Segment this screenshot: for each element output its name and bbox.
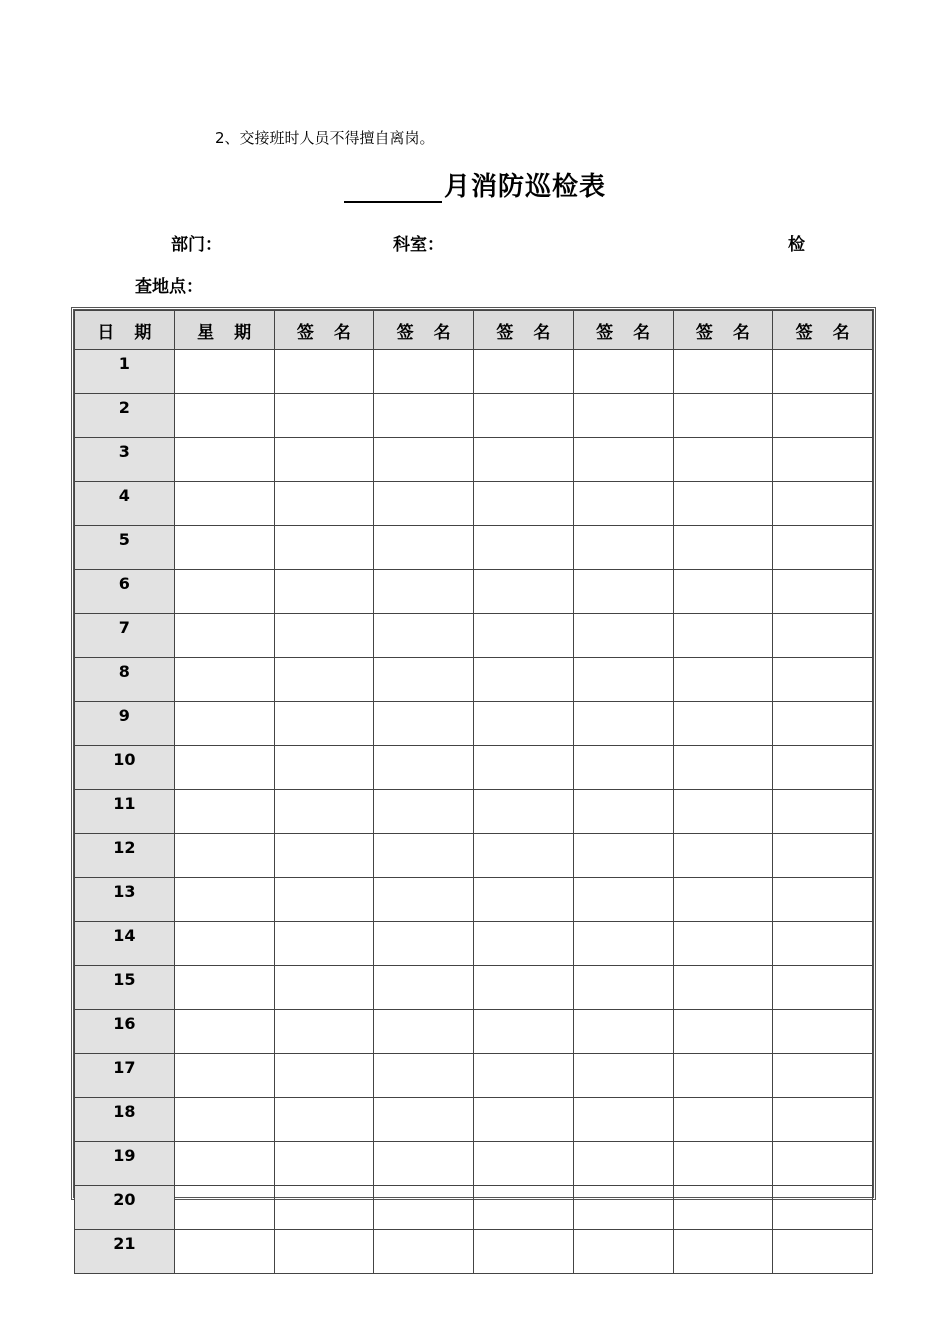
signature-cell[interactable] (374, 878, 474, 922)
table-row (75, 526, 873, 570)
signature-cell[interactable] (773, 1230, 873, 1274)
table-row (75, 394, 873, 438)
signature-cell[interactable] (673, 922, 773, 966)
signature-cell[interactable] (474, 438, 574, 482)
signature-cell[interactable] (773, 482, 873, 526)
table-row (75, 1054, 873, 1098)
signature-cell[interactable] (474, 658, 574, 702)
signature-cell[interactable] (573, 1010, 673, 1054)
signature-cell[interactable] (474, 702, 574, 746)
day-number-cell: 17 (75, 1054, 175, 1098)
day-number-cell: 16 (75, 1010, 175, 1054)
header-signature: 签 名 (274, 311, 374, 350)
signature-cell[interactable] (773, 702, 873, 746)
signature-cell[interactable] (673, 394, 773, 438)
day-number-cell: 2 (75, 394, 175, 438)
signature-cell[interactable] (374, 614, 474, 658)
signature-cell[interactable] (374, 790, 474, 834)
weekday-cell[interactable] (174, 878, 274, 922)
signature-cell[interactable] (773, 1142, 873, 1186)
signature-cell[interactable] (274, 746, 374, 790)
table-row (75, 1098, 873, 1142)
signature-cell[interactable] (374, 570, 474, 614)
signature-cell[interactable] (474, 1054, 574, 1098)
table-row (75, 790, 873, 834)
signature-cell[interactable] (773, 746, 873, 790)
day-number-cell: 20 (75, 1186, 175, 1230)
signature-cell[interactable] (773, 658, 873, 702)
table-row (75, 966, 873, 1010)
day-number-cell: 8 (75, 658, 175, 702)
signature-cell[interactable] (573, 394, 673, 438)
signature-cell[interactable] (274, 1186, 374, 1230)
signature-cell[interactable] (573, 746, 673, 790)
weekday-cell[interactable] (174, 438, 274, 482)
signature-cell[interactable] (673, 1230, 773, 1274)
signature-cell[interactable] (274, 482, 374, 526)
day-number-cell: 14 (75, 922, 175, 966)
inspection-table (74, 310, 873, 1274)
signature-cell[interactable] (773, 394, 873, 438)
signature-cell[interactable] (673, 878, 773, 922)
signature-cell[interactable] (773, 438, 873, 482)
instruction-note: 2、交接班时人员不得擅自离岗。 (215, 129, 435, 147)
signature-cell[interactable] (474, 394, 574, 438)
signature-cell[interactable] (573, 614, 673, 658)
signature-cell[interactable] (573, 658, 673, 702)
table-row (75, 570, 873, 614)
day-number-cell: 12 (75, 834, 175, 878)
weekday-cell[interactable] (174, 526, 274, 570)
signature-cell[interactable] (573, 702, 673, 746)
day-number-cell: 11 (75, 790, 175, 834)
table-row (75, 1142, 873, 1186)
signature-cell[interactable] (374, 1186, 474, 1230)
day-number-cell: 10 (75, 746, 175, 790)
day-number-cell: 3 (75, 438, 175, 482)
signature-cell[interactable] (274, 438, 374, 482)
table-body (75, 350, 873, 1274)
signature-cell[interactable] (673, 1010, 773, 1054)
signature-cell[interactable] (374, 702, 474, 746)
signature-cell[interactable] (773, 966, 873, 1010)
day-number-cell: 9 (75, 702, 175, 746)
table-row (75, 702, 873, 746)
weekday-cell[interactable] (174, 350, 274, 394)
signature-cell[interactable] (274, 658, 374, 702)
header-signature: 签 名 (573, 311, 673, 350)
signature-cell[interactable] (474, 614, 574, 658)
signature-cell[interactable] (274, 1098, 374, 1142)
signature-cell[interactable] (573, 1230, 673, 1274)
signature-cell[interactable] (573, 922, 673, 966)
signature-cell[interactable] (374, 482, 474, 526)
weekday-cell[interactable] (174, 482, 274, 526)
signature-cell[interactable] (474, 1098, 574, 1142)
table-row (75, 922, 873, 966)
header-signature: 签 名 (474, 311, 574, 350)
signature-cell[interactable] (474, 746, 574, 790)
signature-cell[interactable] (773, 834, 873, 878)
signature-cell[interactable] (274, 878, 374, 922)
weekday-cell[interactable] (174, 394, 274, 438)
signature-cell[interactable] (773, 614, 873, 658)
signature-cell[interactable] (673, 702, 773, 746)
weekday-cell[interactable] (174, 834, 274, 878)
signature-cell[interactable] (374, 1010, 474, 1054)
weekday-cell[interactable] (174, 746, 274, 790)
signature-cell[interactable] (274, 702, 374, 746)
signature-cell[interactable] (773, 526, 873, 570)
weekday-cell[interactable] (174, 658, 274, 702)
signature-cell[interactable] (773, 350, 873, 394)
weekday-cell[interactable] (174, 790, 274, 834)
signature-cell[interactable] (474, 1142, 574, 1186)
signature-cell[interactable] (673, 438, 773, 482)
signature-cell[interactable] (374, 922, 474, 966)
signature-cell[interactable] (374, 526, 474, 570)
signature-cell[interactable] (374, 1142, 474, 1186)
signature-cell[interactable] (374, 1230, 474, 1274)
day-number-cell: 13 (75, 878, 175, 922)
page-title (0, 166, 950, 203)
table-row (75, 1186, 873, 1230)
signature-cell[interactable] (673, 482, 773, 526)
header-signature: 签 名 (673, 311, 773, 350)
table-row (75, 658, 873, 702)
signature-cell[interactable] (274, 1230, 374, 1274)
table-row (75, 878, 873, 922)
weekday-cell[interactable] (174, 1098, 274, 1142)
table-row (75, 746, 873, 790)
signature-cell[interactable] (773, 570, 873, 614)
signature-cell[interactable] (573, 834, 673, 878)
signature-cell[interactable] (673, 966, 773, 1010)
signature-cell[interactable] (374, 1054, 474, 1098)
signature-cell[interactable] (573, 438, 673, 482)
signature-cell[interactable] (474, 922, 574, 966)
signature-cell[interactable] (673, 1098, 773, 1142)
day-number-cell: 19 (75, 1142, 175, 1186)
day-number-cell: 5 (75, 526, 175, 570)
table-row (75, 1230, 873, 1274)
signature-cell[interactable] (573, 350, 673, 394)
weekday-cell[interactable] (174, 966, 274, 1010)
table-header-row (75, 311, 873, 350)
weekday-cell[interactable] (174, 1186, 274, 1230)
signature-cell[interactable] (474, 570, 574, 614)
signature-cell[interactable] (773, 1054, 873, 1098)
header-signature: 签 名 (374, 311, 474, 350)
signature-cell[interactable] (274, 614, 374, 658)
month-blank[interactable] (344, 173, 442, 203)
header-date: 日 期 (75, 311, 175, 350)
signature-cell[interactable] (573, 1142, 673, 1186)
signature-cell[interactable] (673, 614, 773, 658)
signature-cell[interactable] (474, 1230, 574, 1274)
signature-cell[interactable] (573, 790, 673, 834)
signature-cell[interactable] (274, 394, 374, 438)
weekday-cell[interactable] (174, 1010, 274, 1054)
signature-cell[interactable] (773, 878, 873, 922)
title-text: 月消防巡检表 (443, 172, 606, 202)
department-label: 部门： (171, 235, 222, 255)
signature-cell[interactable] (274, 526, 374, 570)
signature-cell[interactable] (374, 394, 474, 438)
weekday-cell[interactable] (174, 570, 274, 614)
day-number-cell: 18 (75, 1098, 175, 1142)
day-number-cell: 6 (75, 570, 175, 614)
signature-cell[interactable] (374, 746, 474, 790)
table-row (75, 438, 873, 482)
header-weekday: 星 期 (174, 311, 274, 350)
signature-cell[interactable] (773, 1098, 873, 1142)
weekday-cell[interactable] (174, 1054, 274, 1098)
signature-cell[interactable] (773, 922, 873, 966)
signature-cell[interactable] (374, 1098, 474, 1142)
signature-cell[interactable] (374, 966, 474, 1010)
signature-cell[interactable] (474, 482, 574, 526)
day-number-cell: 15 (75, 966, 175, 1010)
signature-cell[interactable] (474, 1010, 574, 1054)
signature-cell[interactable] (274, 350, 374, 394)
signature-cell[interactable] (673, 570, 773, 614)
signature-cell[interactable] (474, 526, 574, 570)
signature-cell[interactable] (274, 790, 374, 834)
check-label: 检 (788, 235, 805, 255)
table-row (75, 834, 873, 878)
table-row (75, 350, 873, 394)
signature-cell[interactable] (773, 1186, 873, 1230)
day-number-cell: 21 (75, 1230, 175, 1274)
signature-cell[interactable] (274, 922, 374, 966)
signature-cell[interactable] (773, 1010, 873, 1054)
signature-cell[interactable] (374, 438, 474, 482)
weekday-cell[interactable] (174, 922, 274, 966)
signature-cell[interactable] (673, 526, 773, 570)
signature-cell[interactable] (573, 526, 673, 570)
signature-cell[interactable] (474, 878, 574, 922)
signature-cell[interactable] (474, 834, 574, 878)
signature-cell[interactable] (274, 570, 374, 614)
inspection-table-frame (71, 307, 876, 1253)
signature-cell[interactable] (374, 658, 474, 702)
signature-cell[interactable] (274, 834, 374, 878)
signature-cell[interactable] (274, 1010, 374, 1054)
signature-cell[interactable] (773, 790, 873, 834)
table-row (75, 1010, 873, 1054)
signature-cell[interactable] (573, 1098, 673, 1142)
signature-cell[interactable] (474, 966, 574, 1010)
signature-cell[interactable] (573, 1054, 673, 1098)
signature-cell[interactable] (274, 966, 374, 1010)
signature-cell[interactable] (573, 966, 673, 1010)
signature-cell[interactable] (573, 482, 673, 526)
signature-cell[interactable] (573, 878, 673, 922)
signature-cell[interactable] (474, 1186, 574, 1230)
signature-cell[interactable] (573, 570, 673, 614)
signature-cell[interactable] (673, 658, 773, 702)
header-signature: 签 名 (773, 311, 873, 350)
signature-cell[interactable] (374, 350, 474, 394)
table-row (75, 482, 873, 526)
room-label: 科室： (393, 235, 444, 255)
weekday-cell[interactable] (174, 614, 274, 658)
signature-cell[interactable] (274, 1142, 374, 1186)
signature-cell[interactable] (673, 350, 773, 394)
day-number-cell: 4 (75, 482, 175, 526)
signature-cell[interactable] (673, 834, 773, 878)
weekday-cell[interactable] (174, 702, 274, 746)
table-row (75, 614, 873, 658)
signature-cell[interactable] (274, 1054, 374, 1098)
signature-cell[interactable] (673, 1186, 773, 1230)
signature-cell[interactable] (474, 790, 574, 834)
day-number-cell: 1 (75, 350, 175, 394)
signature-cell[interactable] (673, 790, 773, 834)
location-label: 查地点： (135, 277, 203, 297)
signature-cell[interactable] (474, 350, 574, 394)
signature-cell[interactable] (374, 834, 474, 878)
day-number-cell: 7 (75, 614, 175, 658)
weekday-cell[interactable] (174, 1142, 274, 1186)
signature-cell[interactable] (673, 746, 773, 790)
signature-cell[interactable] (573, 1186, 673, 1230)
signature-cell[interactable] (673, 1054, 773, 1098)
signature-cell[interactable] (673, 1142, 773, 1186)
weekday-cell[interactable] (174, 1230, 274, 1274)
